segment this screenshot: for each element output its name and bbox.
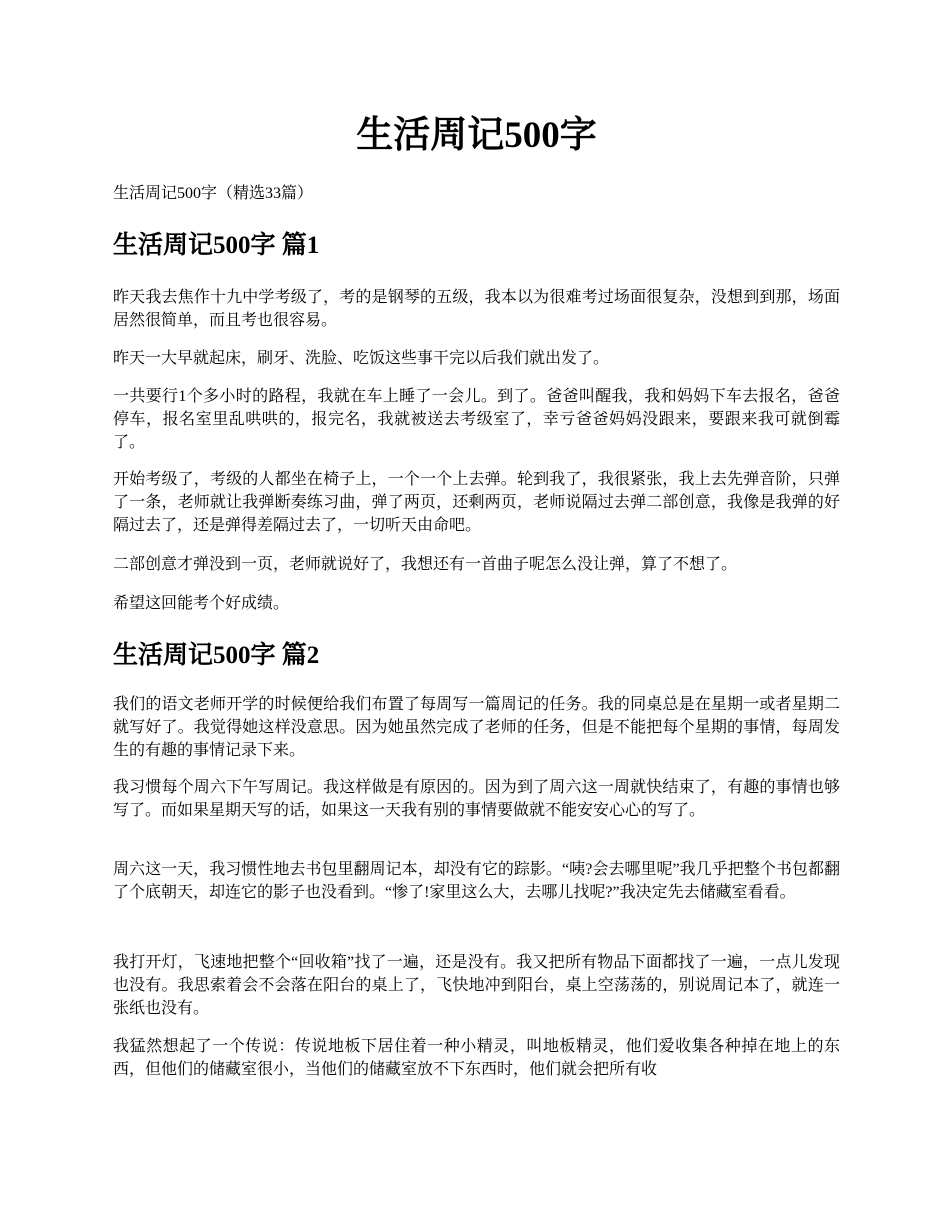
section-1-paragraph-3: 一共要行1个多小时的路程，我就在车上睡了一会儿。到了。爸爸叫醒我，我和妈妈下车去报名，爸爸停车，报名室里乱哄哄的，报完名，我就被送去考级室了，幸亏爸爸妈妈没跟来，要跟来我可就倒霉了。 [113, 388, 840, 451]
section-1-heading: 生活周记500字 篇1 [113, 232, 320, 259]
document-subtitle: 生活周记500字（精选33篇） [113, 185, 314, 202]
section-2-paragraph-4: 我打开灯，飞速地把整个“回收箱”找了一遍，还是没有。我又把所有物品下面都找了一遍，一点儿发现也没有。我思索着会不会落在阳台的桌上了，飞快地冲到阳台，桌上空荡荡的，别说周记本了，就连一张纸也没有。 [113, 954, 840, 1017]
section-2-paragraph-3: 周六这一天，我习惯性地去书包里翻周记本，却没有它的踪影。“咦?会去哪里呢”我几乎把整个书包都翻了个底朝天，却连它的影子也没看到。“惨了!家里这么大，去哪儿找呢?”我决定先去储藏室看看。 [113, 861, 840, 901]
section-1-paragraph-5: 二部创意才弹没到一页，老师就说好了，我想还有一首曲子呢怎么没让弹，算了不想了。 [113, 556, 738, 573]
section-1-paragraph-4: 开始考级了，考级的人都坐在椅子上，一个一个上去弹。轮到我了，我很紧张，我上去先弹音阶，只弹了一条，老师就让我弹断奏练习曲，弹了两页，还剩两页，老师说隔过去弹二部创意，我像是我弹的好隔过去了，还是弹得差隔过去了，一切听天由命吧。 [113, 471, 840, 534]
section-1-paragraph-6: 希望这回能考个好成绩。 [113, 595, 290, 612]
section-2-heading: 生活周记500字 篇2 [113, 642, 320, 669]
document-title: 生活周记500字 [356, 115, 597, 156]
section-2-paragraph-1: 我们的语文老师开学的时候便给我们布置了每周写一篇周记的任务。我的同桌总是在星期一或者星期二就写好了。我觉得她这样没意思。因为她虽然完成了老师的任务，但是不能把每个星期的事情，每周发生的有趣的事情记录下来。 [113, 696, 840, 759]
section-1-paragraph-1: 昨天我去焦作十九中学考级了，考的是钢琴的五级，我本以为很难考过场面很复杂，没想到到那，场面居然很简单，而且考也很容易。 [113, 289, 840, 329]
section-1-paragraph-2: 昨天一大早就起床，刷牙、洗脸、吃饭这些事干完以后我们就出发了。 [113, 350, 610, 367]
section-2-paragraph-2: 我习惯每个周六下午写周记。我这样做是有原因的。因为到了周六这一周就快结束了，有趣的事情也够写了。而如果星期天写的话，如果这一天我有别的事情要做就不能安安心心的写了。 [113, 779, 840, 819]
section-2-paragraph-5: 我猛然想起了一个传说：传说地板下居住着一种小精灵，叫地板精灵，他们爱收集各种掉在地上的东西，但他们的储藏室很小，当他们的储藏室放不下东西时，他们就会把所有收 [113, 1038, 840, 1078]
